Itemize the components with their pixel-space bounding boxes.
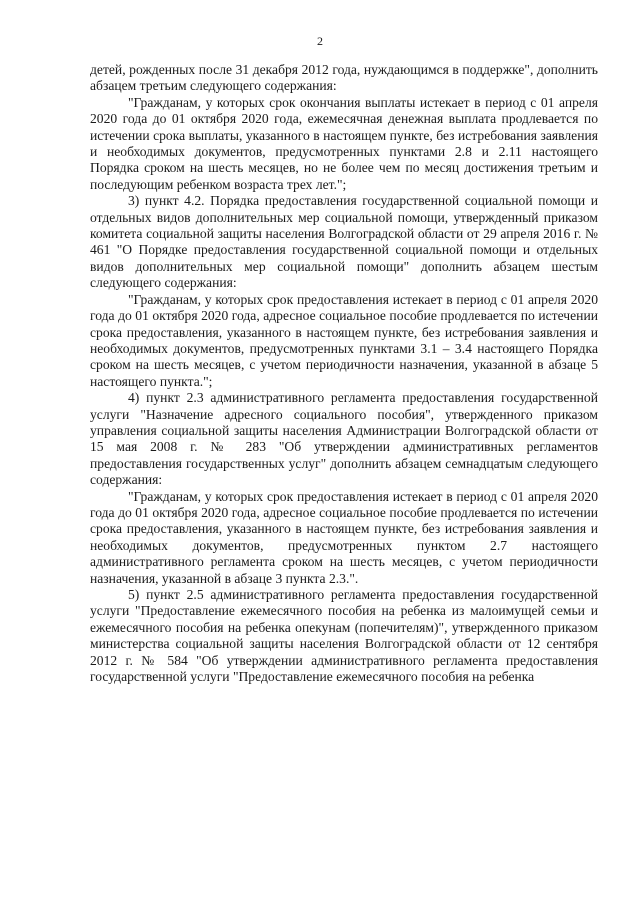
paragraph-item-3: 3) пункт 4.2. Порядка предоставления государственной социальной помощи и отдельных видов дополнительных мер социальной помощи, утвержденный приказом комитета социальной защиты населения Волгоградской области от 29 апреля 2016 г. № 461 "О Порядке предоставления государственной социальной помощи и отдельных видов дополнительных мер социальной помощи" дополнить абзацем шестым следующего содержания:: [90, 193, 598, 291]
paragraph-quote-allowance-regulation: "Гражданам, у которых срок предоставления истекает в период с 01 апреля 2020 года до 01 октября 2020 года, адресное социальное пособие продлевается по истечении срока предоставления, указанного в настоящем пункте, без истребования заявления и необходимых документов, предусмотренных пунктом 2.7 настоящего административного регламента сроком на шесть месяцев, с учетом периодичности назначения, указанной в абзаце 3 пункта 2.3.".: [90, 488, 598, 586]
paragraph-item-5: 5) пункт 2.5 административного регламента предоставления государственной услуги "Предоставление ежемесячного пособия на ребенка из малоимущей семьи и ежемесячного пособия на ребенка опекунам (попечителям)", утвержденного приказом министерства социальной защиты населения Волгоградской области от 12 сентября 2012 г. № 584 "Об утверждении административного регламента предоставления государственной услуги "Предоставление ежемесячного пособия на ребенка: [90, 587, 598, 685]
document-body: [90, 62, 598, 685]
paragraph-quote-social-allowance: "Гражданам, у которых срок предоставления истекает в период с 01 апреля 2020 года до 01 октября 2020 года, адресное социальное пособие продлевается по истечении срока предоставления, указанного в настоящем пункте, без истребования заявления и необходимых документов, предусмотренных пунктами 3.1 – 3.4 настоящего Порядка сроком на шесть месяцев, с учетом периодичности назначения, указанной в абзаце 5 настоящего пункта.";: [90, 291, 598, 389]
paragraph-quote-monthly-payment: "Гражданам, у которых срок окончания выплаты истекает в период с 01 апреля 2020 года до 01 октября 2020 года, ежемесячная денежная выплата продлевается по истечении срока выплаты, указанного в настоящем пункте, без истребования заявления и необходимых документов, предусмотренных пунктами 2.8 и 2.11 настоящего Порядка сроком на шесть месяцев, но не более чем по месяц достижения третьим и последующим ребенком возраста трех лет.";: [90, 94, 598, 192]
paragraph-continuation: детей, рожденных после 31 декабря 2012 года, нуждающимся в поддержке", дополнить абзацем третьим следующего содержания:: [90, 62, 598, 94]
page-number: 2: [317, 34, 323, 48]
paragraph-item-4: 4) пункт 2.3 административного регламента предоставления государственной услуги "Назначение адресного социального пособия", утвержденного приказом управления социальной защиты населения Администрации Волгоградской области от 15 мая 2008 г. № 283 "Об утверждении административных регламентов предоставления государственных услуг" дополнить абзацем семнадцатым следующего содержания:: [90, 390, 598, 488]
